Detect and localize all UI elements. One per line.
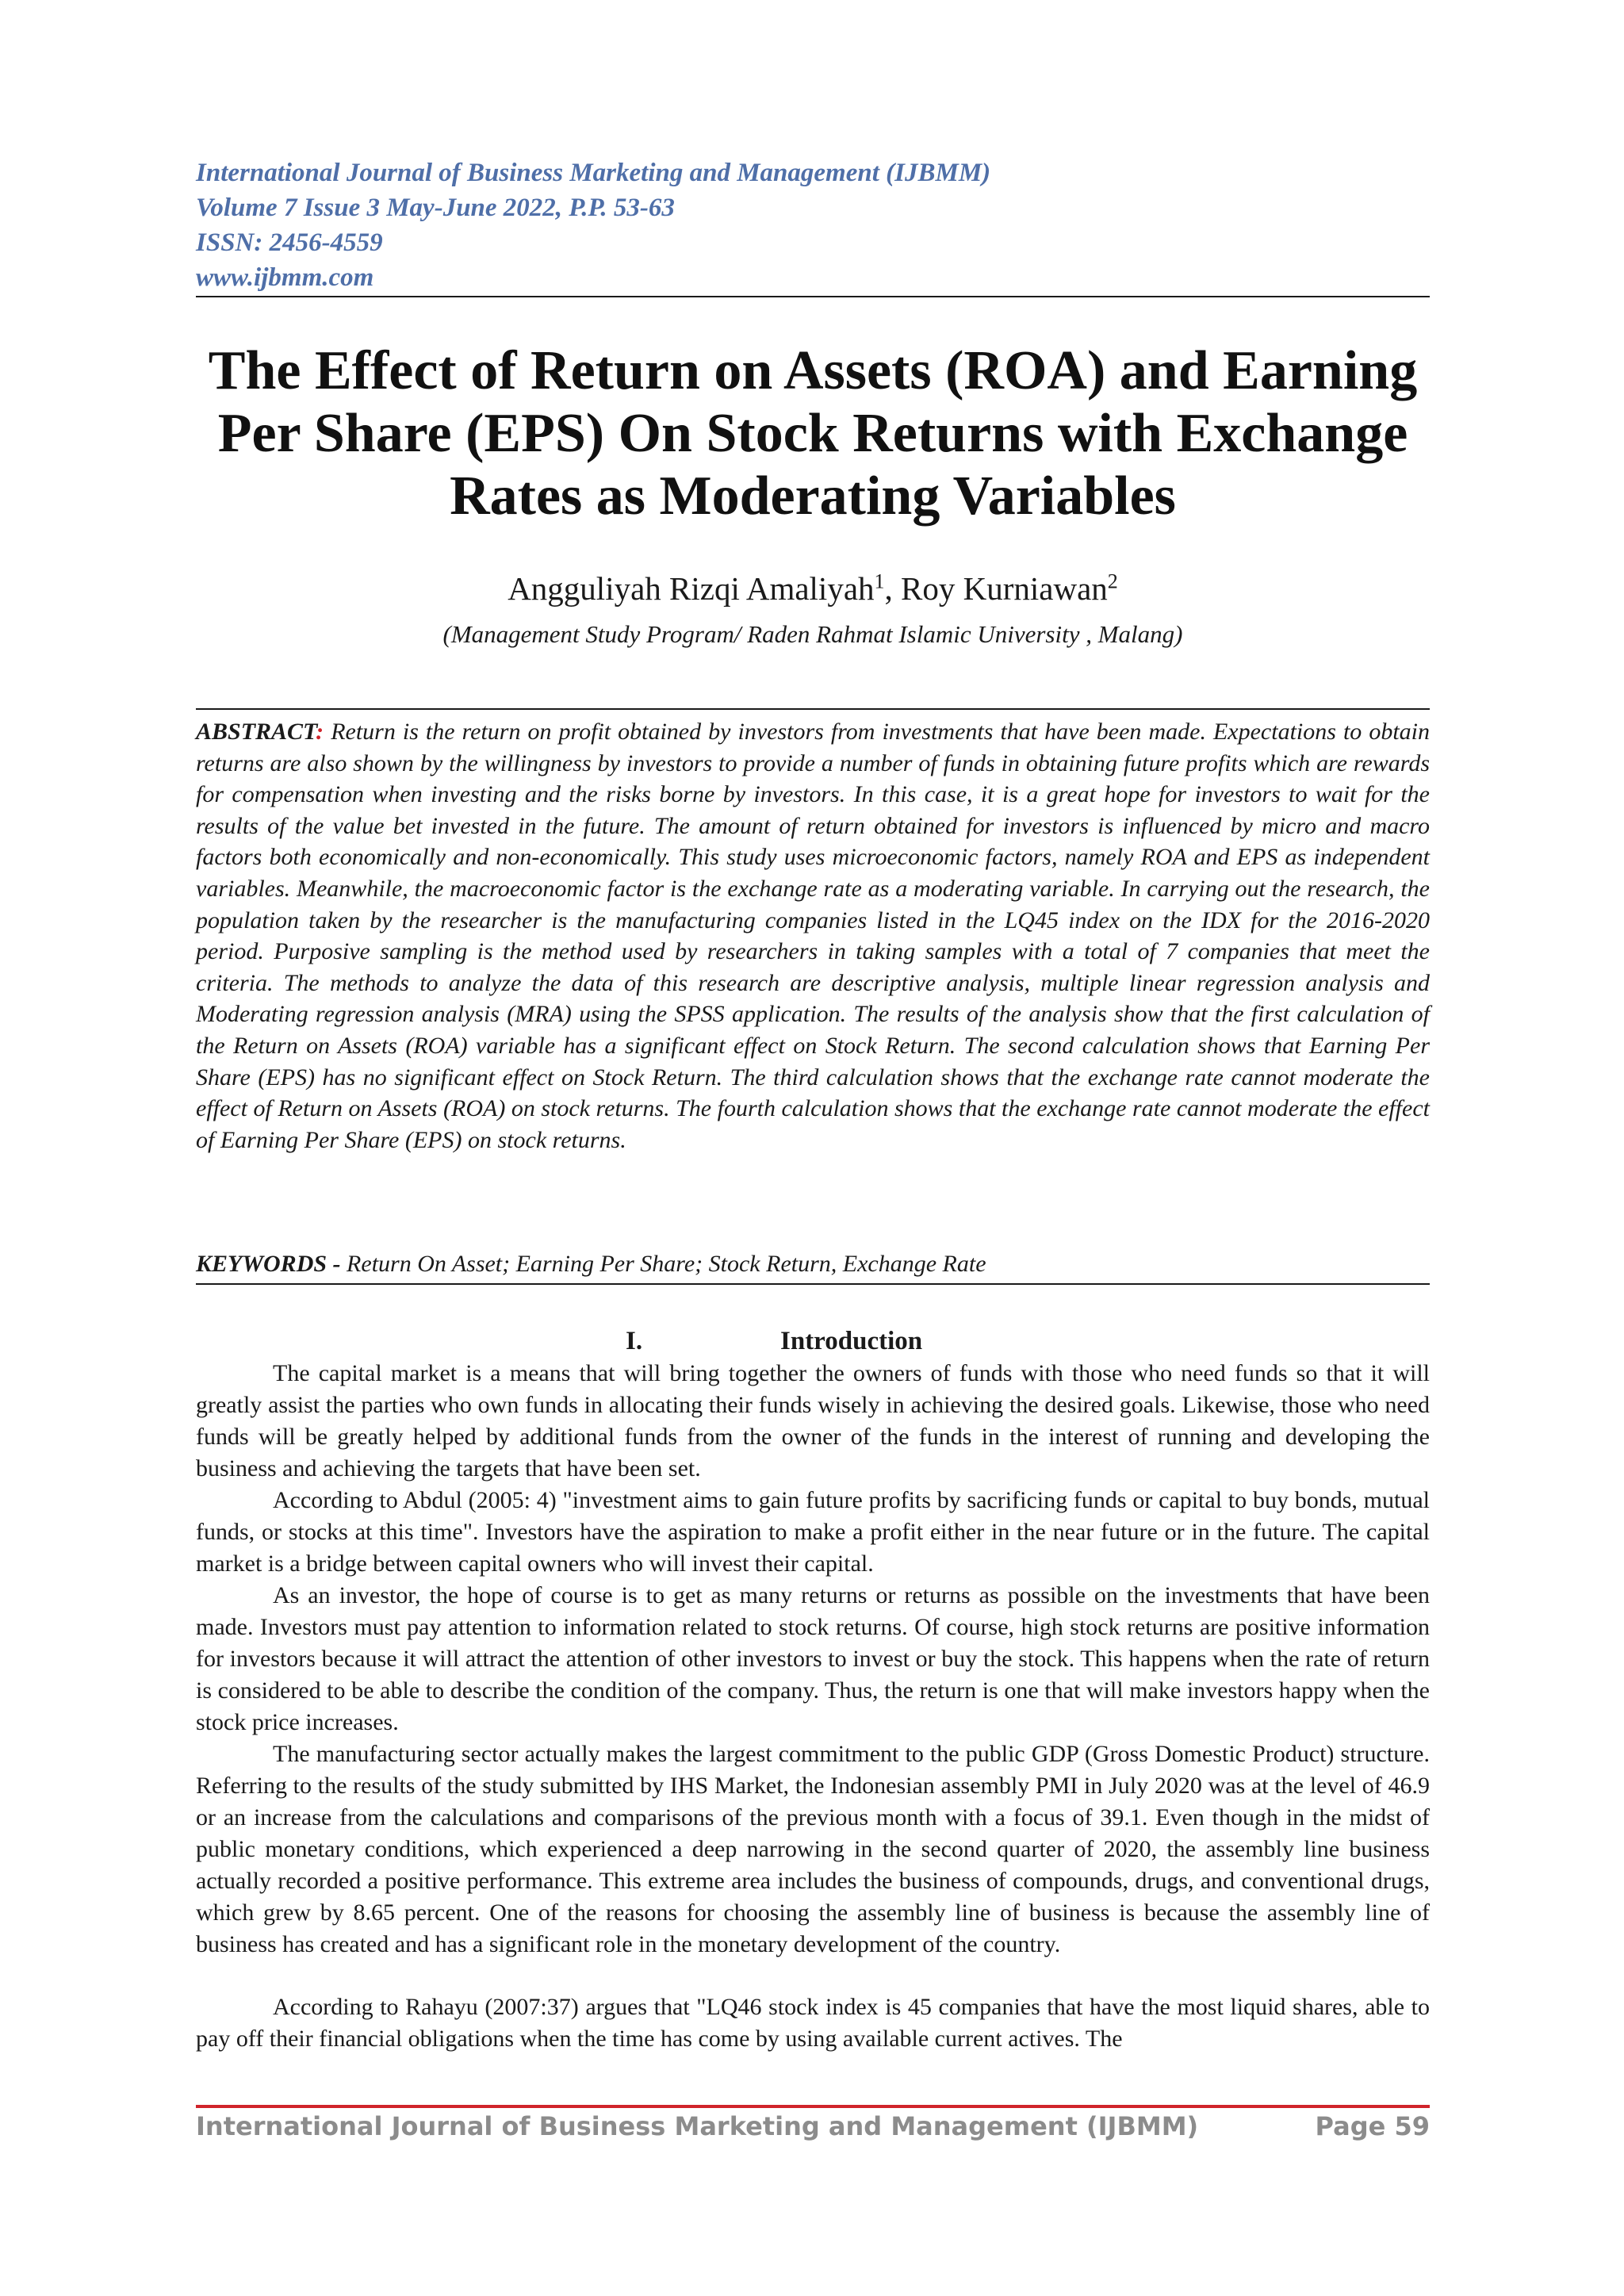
abstract-text: Return is the return on profit obtained by investors from investments that have been made. Expectations to obtain returns are also shown by the willingness by investors to provide a number of funds in obtaining future profits which are rewards for compensation when investing and the risks borne by investors. In this case, it is a great hope for investors to wait for the results of the value bet invested in the future. The amount of return obtained for investors is influenced by micro and macro factors both economically and non-economically. This study uses microeconomic factors, namely ROA and EPS as independent variables. Meanwhile, the macroeconomic factor is the exchange rate as a moderating variable. In carrying out the research, the population taken by the researcher is the manufacturing companies listed in the LQ45 index on the IDX for the 2016-2020 period. Purposive sampling is the method used by researchers in taking samples with a total of 7 companies that meet the criteria. The methods to analyze the data of this research are descriptive analysis, multiple linear regression analysis and Moderating regression analysis (MRA) using the SPSS application. The results of the analysis show that the first calculation of the Return on Assets (ROA) variable has a significant effect on Stock Return. The second calculation shows that Earning Per Share (EPS) has no significant effect on Stock Return. The third calculation shows that the exchange rate cannot moderate the effect of Return on Assets (ROA) on stock returns. The fourth calculation shows that the exchange rate cannot moderate the effect of Earning Per Share (EPS) on stock returns. (196, 719, 1430, 1153)
title-line-2: Per Share (EPS) On Stock Returns with Exchange (217, 403, 1408, 464)
footer-journal-name: International Journal of Business Marketing and Management (IJBMM) (196, 2111, 1199, 2141)
header-divider (196, 296, 1430, 297)
body-text (196, 1358, 1430, 2055)
paragraph: According to Rahayu (2007:37) argues that "LQ46 stock index is 45 companies that have the most liquid shares, able to pay off their financial obligations when the time has come by using available current actives. The (196, 1994, 1430, 2052)
author-separator: , (884, 570, 902, 607)
abstract (196, 716, 1430, 1156)
title-line-1: The Effect of Return on Assets (ROA) and Earning (208, 340, 1418, 401)
author-1-affiliation-mark: 1 (874, 569, 885, 593)
paragraph: As an investor, the hope of course is to get as many returns or returns as possible on the investments that have been made. Investors must pay attention to information related to stock returns. Of course, high stock returns are positive information for investors because it will attract the attention of other investors to invest or buy the stock. This happens when the rate of return is considered to be able to describe the condition of the company. Thus, the return is one that will make investors happy when the stock price increases. (196, 1582, 1430, 1735)
footer-divider (196, 2105, 1430, 2108)
paper-title (196, 339, 1430, 527)
affiliation: (Management Study Program/ Raden Rahmat Islamic University , Malang) (442, 620, 1183, 648)
keywords-divider (196, 1283, 1430, 1285)
title-line-3: Rates as Moderating Variables (450, 466, 1176, 527)
journal-website[interactable]: www.ijbmm.com (196, 263, 374, 292)
paragraph: The manufacturing sector actually makes the largest commitment to the public GDP (Gross Domestic Product) structure. Referring to the results of the study submitted by IHS Market, the Indonesian assembly PMI in July 2020 was at the level of 46.9 or an increase from the calculations and comparisons of the previous month with a focus of 39.1. Even though in the midst of public monetary conditions, which experienced a deep narrowing in the second quarter of 2020, the assembly line business actually recorded a positive performance. This extreme area includes the business of compounds, drugs, and conventional drugs, which grew by 8.65 percent. One of the reasons for choosing the assembly line of business is because the assembly line of business has created and has a significant role in the monetary development of the country. (196, 1741, 1430, 1957)
keywords-text: Return On Asset; Earning Per Share; Stock Return, Exchange Rate (340, 1251, 986, 1277)
abstract-label: ABSTRACT (196, 719, 316, 745)
abstract-colon: : (316, 719, 324, 745)
paragraph: The capital market is a means that will bring together the owners of funds with those who need funds so that it will greatly assist the parties who own funds in allocating their funds wisely in achieving the desired goals. Likewise, those who need funds will be greatly helped by additional funds from the owner of the funds in the interest of running and developing the business and achieving the targets that have been set. (196, 1360, 1430, 1481)
journal-issn: ISSN: 2456-4559 (196, 228, 383, 257)
journal-name: International Journal of Business Marketing and Management (IJBMM) (196, 159, 991, 187)
section-title: Introduction (780, 1327, 923, 1355)
journal-volume: Volume 7 Issue 3 May-June 2022, P.P. 53-63 (196, 194, 675, 222)
author-list (196, 568, 1430, 609)
journal-header (196, 155, 1430, 295)
keywords (196, 1248, 1430, 1280)
page-number: Page 59 (1315, 2111, 1430, 2141)
section-number: I. (626, 1327, 643, 1355)
abstract-top-divider (196, 708, 1430, 710)
keywords-label: KEYWORDS - (196, 1251, 341, 1277)
author-1: Angguliyah Rizqi Amaliyah (508, 570, 875, 607)
paragraph: According to Abdul (2005: 4) "investment aims to gain future profits by sacrificing funds or capital to buy bonds, mutual funds, or stocks at this time". Investors have the aspiration to make a profit either in the near future or in the future. The capital market is a bridge between capital owners who will invest their capital. (196, 1487, 1430, 1577)
author-2: Roy Kurniawan (901, 570, 1108, 607)
author-2-affiliation-mark: 2 (1107, 569, 1118, 593)
